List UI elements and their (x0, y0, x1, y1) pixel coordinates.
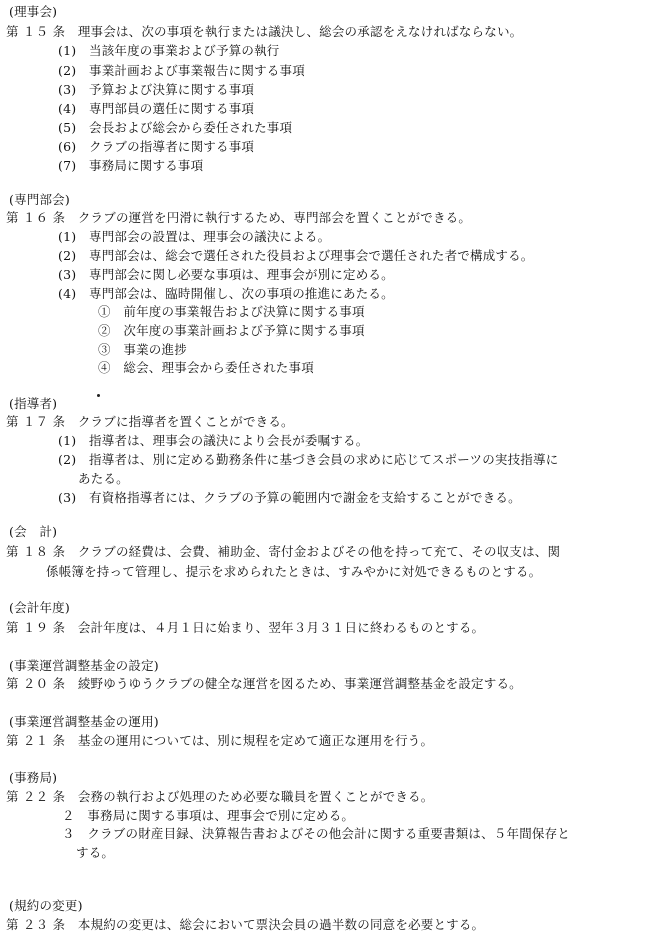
list-item: (4) 専門部員の選任に関する事項 (58, 101, 255, 116)
article-16: 第 １６ 条 クラブの運営を円滑に執行するため、専門部会を置くことができる。 (6, 210, 472, 225)
list-item: (1) 指導者は、理事会の議決により会長が委嘱する。 (58, 433, 369, 448)
list-item: (7) 事務局に関する事項 (58, 158, 204, 173)
list-item: ３ クラブの財産目録、決算報告書およびその他会計に関する重要書類は、５年間保存と (62, 826, 571, 841)
section-heading-accounting: (会 計) (9, 524, 58, 539)
article-17: 第 １７ 条 クラブに指導者を置くことができる。 (6, 414, 294, 429)
section-heading-fiscal-year: (会計年度) (9, 600, 70, 615)
section-heading-board: (理事会) (9, 4, 58, 19)
list-item: (2) 事業計画および事業報告に関する事項 (58, 63, 305, 78)
article-22: 第 ２２ 条 会務の執行および処理のため必要な職員を置くことができる。 (6, 789, 434, 804)
article-19: 第 １９ 条 会計年度は、４月１日に始まり、翌年３月３１日に終わるものとする。 (6, 620, 485, 635)
section-heading-fund-operation: (事業運営調整基金の運用) (9, 714, 159, 729)
sub-list-item: ④ 総会、理事会から委任された事項 (98, 360, 314, 375)
list-item: (2) 専門部会は、総会で選任された役員および理事会で選任された者で構成する。 (58, 248, 534, 263)
article-18: 第 １８ 条 クラブの経費は、会費、補助金、寄付金およびその他を持って充て、その収支は、関 (6, 544, 561, 559)
list-item-continuation: する。 (76, 845, 115, 860)
article-20: 第 ２０ 条 綾野ゆうゆうクラブの健全な運営を図るため、事業運営調整基金を設定する。 (6, 676, 522, 691)
list-item-continuation: あたる。 (78, 471, 129, 486)
list-item: (6) クラブの指導者に関する事項 (58, 139, 255, 154)
section-heading-committees: (専門部会) (9, 192, 70, 207)
list-item: (1) 専門部会の設置は、理事会の議決による。 (58, 229, 331, 244)
sub-list-item: ③ 事業の進捗 (98, 342, 187, 357)
section-heading-secretariat: (事務局) (9, 770, 58, 785)
section-heading-fund-setup: (事業運営調整基金の設定) (9, 658, 159, 673)
article-21: 第 ２１ 条 基金の運用については、別に規程を定めて適正な運用を行う。 (6, 733, 434, 748)
article-23: 第 ２３ 条 本規約の変更は、総会において票決会員の過半数の同意を必要とする。 (6, 917, 485, 932)
list-item: (3) 専門部会に関し必要な事項は、理事会が別に定める。 (58, 267, 394, 282)
sub-list-item: ① 前年度の事業報告および決算に関する事項 (98, 304, 365, 319)
article-18-continuation: 係帳簿を持って管理し、提示を求められたときは、すみやかに対処できるものとする。 (46, 564, 542, 579)
list-item: (5) 会長および総会から委任された事項 (58, 120, 293, 135)
list-item: (3) 有資格指導者には、クラブの予算の範囲内で謝金を支給することができる。 (58, 490, 521, 505)
list-item: (4) 専門部会は、臨時開催し、次の事項の推進にあたる。 (58, 286, 394, 301)
list-item: ２ 事務局に関する事項は、理事会で別に定める。 (62, 808, 355, 823)
sub-list-item: ② 次年度の事業計画および予算に関する事項 (98, 323, 365, 338)
list-item: (3) 予算および決算に関する事項 (58, 82, 255, 97)
article-15: 第 １５ 条 理事会は、次の事項を執行または議決し、総会の承認をえなければならない。 (6, 24, 523, 39)
scan-speck (97, 394, 100, 397)
list-item: (2) 指導者は、別に定める勤務条件に基づき会員の求めに応じてスポーツの実技指導に (58, 452, 559, 467)
section-heading-amendment: (規約の変更) (9, 898, 83, 913)
list-item: (1) 当該年度の事業および予算の執行 (58, 43, 280, 58)
section-heading-instructors: (指導者) (9, 396, 58, 411)
